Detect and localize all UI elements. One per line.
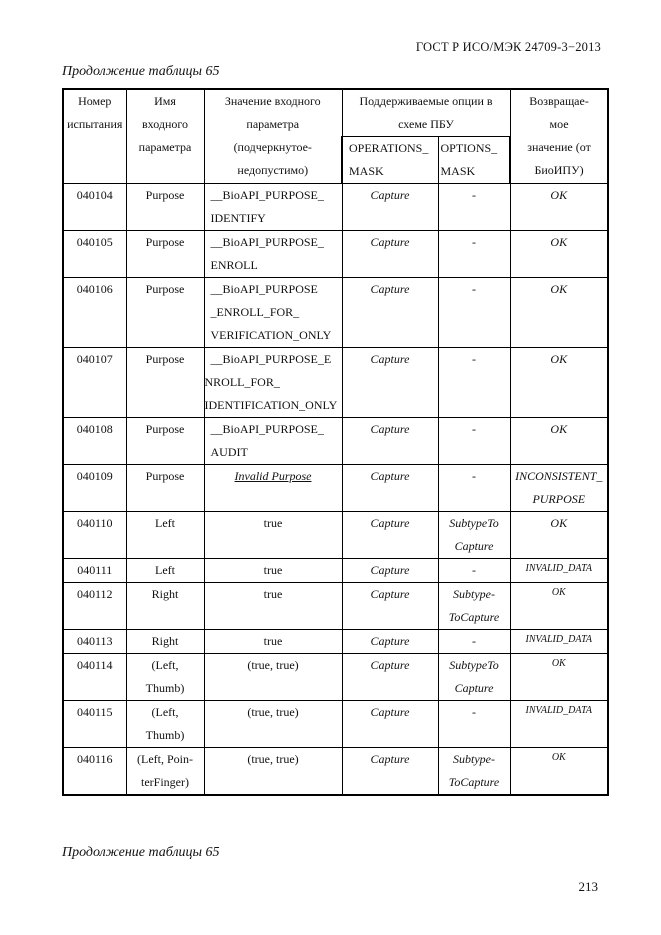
table-row <box>63 512 608 559</box>
cell-param-name: (Left, Thumb) <box>126 701 204 748</box>
header-supported-options: Поддерживаемые опции в схеме ПБУ <box>342 89 510 137</box>
cell-options-mask: - <box>438 278 510 348</box>
cell-operations-mask: Capture <box>342 748 438 796</box>
cell-param-value: __BioAPI_PURPOSE_ IDENTIFY <box>204 184 342 231</box>
header-param-name: Имя входного параметра <box>126 89 204 184</box>
header-operations-mask: OPERATIONS_ MASK <box>342 137 438 184</box>
document-header: ГОСТ Р ИСО/МЭК 24709-3−2013 <box>415 40 601 54</box>
cell-param-value: (true, true) <box>204 748 342 796</box>
cell-test-id: 040107 <box>63 348 126 418</box>
cell-operations-mask: Capture <box>342 559 438 583</box>
cell-operations-mask: Capture <box>342 583 438 630</box>
cell-operations-mask: Capture <box>342 184 438 231</box>
cell-options-mask: - <box>438 701 510 748</box>
cell-options-mask: - <box>438 348 510 418</box>
page-number: 213 <box>578 879 598 894</box>
cell-options-mask: - <box>438 184 510 231</box>
cell-options-mask: - <box>438 465 510 512</box>
cell-returned-value: OK <box>510 231 608 278</box>
header-options-mask: OPTIONS_ MASK <box>438 137 510 184</box>
table-row <box>63 278 608 348</box>
cell-param-name: Right <box>126 630 204 654</box>
cell-param-value: __BioAPI_PURPOSE_E NROLL_FOR_ IDENTIFICATION_ONLY <box>204 348 342 418</box>
cell-param-value: true <box>204 512 342 559</box>
table-row <box>63 701 608 748</box>
cell-param-name: Purpose <box>126 348 204 418</box>
cell-param-value: true <box>204 630 342 654</box>
test-table <box>62 88 609 796</box>
cell-param-name: (Left, Thumb) <box>126 654 204 701</box>
cell-returned-value: OK <box>510 418 608 465</box>
cell-options-mask: SubtypeTo Capture <box>438 654 510 701</box>
cell-test-id: 040106 <box>63 278 126 348</box>
cell-test-id: 040109 <box>63 465 126 512</box>
cell-param-value: __BioAPI_PURPOSE_ ENROLL <box>204 231 342 278</box>
cell-operations-mask: Capture <box>342 630 438 654</box>
header-test-number: Номер испытания <box>63 89 126 184</box>
cell-test-id: 040113 <box>63 630 126 654</box>
table-continuation-label: Продолжение таблицы 65 <box>62 64 220 79</box>
cell-options-mask: Subtype- ToCapture <box>438 583 510 630</box>
cell-operations-mask: Capture <box>342 512 438 559</box>
cell-operations-mask: Capture <box>342 418 438 465</box>
cell-options-mask: SubtypeTo Capture <box>438 512 510 559</box>
cell-test-id: 040111 <box>63 559 126 583</box>
cell-test-id: 040116 <box>63 748 126 796</box>
cell-returned-value: OK <box>510 348 608 418</box>
cell-param-value: true <box>204 583 342 630</box>
cell-returned-value: INVALID_DATA <box>510 630 608 654</box>
table-continuation-label-bottom: Продолжение таблицы 65 <box>62 845 220 860</box>
cell-test-id: 040114 <box>63 654 126 701</box>
cell-options-mask: Subtype- ToCapture <box>438 748 510 796</box>
cell-returned-value: OK <box>510 278 608 348</box>
cell-returned-value: OK <box>510 512 608 559</box>
cell-returned-value: INVALID_DATA <box>510 559 608 583</box>
cell-param-value: __BioAPI_PURPOSE_ AUDIT <box>204 418 342 465</box>
cell-param-value: __BioAPI_PURPOSE _ENROLL_FOR_ VERIFICATION_ONLY <box>204 278 342 348</box>
cell-param-name: Right <box>126 583 204 630</box>
cell-options-mask: - <box>438 559 510 583</box>
cell-options-mask: - <box>438 231 510 278</box>
cell-returned-value: INCONSISTENT_ PURPOSE <box>510 465 608 512</box>
table-row <box>63 630 608 654</box>
cell-param-name: Purpose <box>126 418 204 465</box>
table-row <box>63 583 608 630</box>
cell-operations-mask: Capture <box>342 465 438 512</box>
cell-operations-mask: Capture <box>342 278 438 348</box>
cell-operations-mask: Capture <box>342 701 438 748</box>
table-row <box>63 231 608 278</box>
table-row <box>63 559 608 583</box>
cell-param-name: Purpose <box>126 184 204 231</box>
cell-param-name: Purpose <box>126 465 204 512</box>
cell-param-value: (true, true) <box>204 701 342 748</box>
table-row <box>63 184 608 231</box>
cell-param-name: Purpose <box>126 231 204 278</box>
cell-operations-mask: Capture <box>342 348 438 418</box>
cell-param-name: (Left, Poin- terFinger) <box>126 748 204 796</box>
cell-param-name: Purpose <box>126 278 204 348</box>
cell-param-name: Left <box>126 559 204 583</box>
table-row <box>63 748 608 796</box>
cell-returned-value: OK <box>510 583 608 630</box>
header-returned-value: Возвращае- мое значение (от БиоИПУ) <box>510 89 608 184</box>
cell-test-id: 040112 <box>63 583 126 630</box>
table-row <box>63 348 608 418</box>
cell-returned-value: OK <box>510 748 608 796</box>
table-row <box>63 418 608 465</box>
cell-param-name: Left <box>126 512 204 559</box>
cell-param-value: Invalid Purpose <box>204 465 342 512</box>
cell-operations-mask: Capture <box>342 231 438 278</box>
cell-test-id: 040115 <box>63 701 126 748</box>
cell-param-value: (true, true) <box>204 654 342 701</box>
cell-returned-value: OK <box>510 654 608 701</box>
cell-options-mask: - <box>438 418 510 465</box>
header-param-value: Значение входного параметра (подчеркнутое- недопустимо) <box>204 89 342 184</box>
cell-operations-mask: Capture <box>342 654 438 701</box>
cell-test-id: 040110 <box>63 512 126 559</box>
cell-test-id: 040108 <box>63 418 126 465</box>
cell-param-value: true <box>204 559 342 583</box>
cell-test-id: 040105 <box>63 231 126 278</box>
table-row <box>63 654 608 701</box>
cell-returned-value: INVALID_DATA <box>510 701 608 748</box>
cell-returned-value: OK <box>510 184 608 231</box>
table-row <box>63 465 608 512</box>
cell-test-id: 040104 <box>63 184 126 231</box>
cell-options-mask: - <box>438 630 510 654</box>
